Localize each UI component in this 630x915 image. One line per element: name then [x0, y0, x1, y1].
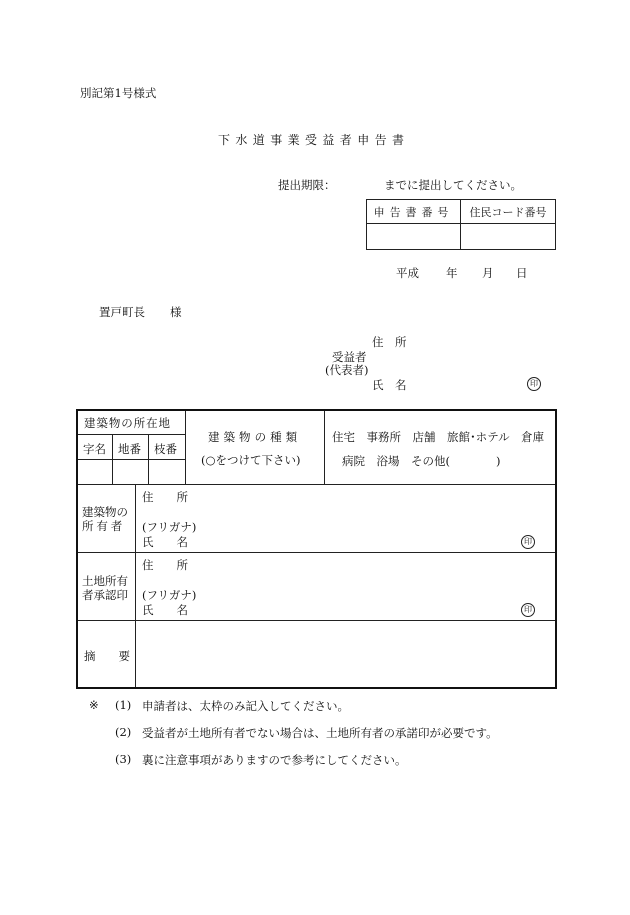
edaban-header: 枝番	[154, 442, 177, 456]
remarks-field[interactable]	[137, 622, 553, 686]
owner-name-label: 氏 名	[142, 535, 188, 549]
declaration-number-field[interactable]	[367, 224, 461, 250]
aza-header: 字名	[83, 442, 106, 456]
deadline-suffix: までに提出してください。	[384, 178, 522, 192]
divider	[78, 434, 185, 435]
note-number: (3)	[115, 752, 132, 766]
land-owner-seal-icon: 印	[521, 603, 535, 617]
resident-code-field[interactable]	[461, 224, 556, 250]
building-type-options-1[interactable]: 住宅 事務所 店舗 旅館･ホテル 倉庫	[332, 430, 545, 444]
note-number: (2)	[115, 725, 132, 739]
owner-seal-icon: 印	[521, 535, 535, 549]
resident-code-header: 住民コード番号	[461, 200, 556, 224]
applicant-role-note: (代表者)	[325, 363, 369, 377]
divider	[185, 411, 186, 484]
owner-label-1: 建築物の	[82, 505, 128, 519]
date-year: 年	[446, 266, 458, 280]
aza-field[interactable]	[79, 460, 111, 483]
building-type-label: 建築物の種類	[208, 430, 302, 444]
land-owner-label-2: 者承認印	[82, 588, 128, 602]
building-location-header: 建築物の所在地	[84, 416, 171, 430]
declaration-number-header: 申告書番号	[367, 200, 461, 224]
divider	[324, 411, 325, 484]
addressee-name: 置戸町長	[99, 305, 145, 319]
note-text: 裏に注意事項がありますので参考にしてください。	[142, 753, 407, 767]
note-text: 申請者は、太枠のみ記入してください。	[142, 699, 349, 713]
applicant-role: 受益者	[332, 350, 367, 364]
note-number: (1)	[115, 698, 132, 712]
deadline-label: 提出期限：	[278, 178, 336, 192]
date-era: 平成	[396, 266, 419, 280]
applicant-address-label: 住 所	[372, 335, 407, 349]
building-type-note: (○をつけて下さい)	[201, 453, 301, 467]
note-text: 受益者が土地所有者でない場合は、土地所有者の承諾印が必要です。	[142, 726, 498, 740]
chiban-field[interactable]	[113, 460, 147, 483]
page-title: 下水道事業受益者申告書	[218, 133, 410, 147]
applicant-seal-icon: 印	[527, 377, 541, 391]
owner-label-2: 所有者	[82, 519, 126, 533]
land-owner-name-label: 氏 名	[142, 603, 188, 617]
divider	[78, 484, 555, 485]
notes-mark: ※	[89, 698, 99, 712]
land-owner-address-label: 住 所	[142, 558, 188, 572]
owner-furigana-label: (フリガナ)	[142, 520, 197, 534]
divider	[78, 552, 555, 553]
remarks-label: 摘 要	[84, 649, 130, 663]
date-day: 日	[516, 266, 528, 280]
building-type-options-2[interactable]: 病院 浴場 その他( )	[342, 454, 501, 468]
addressee-honorific: 様	[170, 305, 182, 319]
main-form	[76, 409, 557, 689]
date-month: 月	[482, 266, 494, 280]
divider	[78, 620, 555, 621]
divider	[135, 484, 136, 687]
land-owner-label-1: 土地所有	[82, 574, 128, 588]
number-box	[366, 199, 556, 250]
edaban-field[interactable]	[149, 460, 184, 483]
chiban-header: 地番	[118, 442, 141, 456]
form-id: 別記第1号様式	[80, 86, 157, 100]
land-owner-furigana-label: (フリガナ)	[142, 588, 197, 602]
applicant-name-label: 氏 名	[372, 378, 407, 392]
owner-address-label: 住 所	[142, 490, 188, 504]
